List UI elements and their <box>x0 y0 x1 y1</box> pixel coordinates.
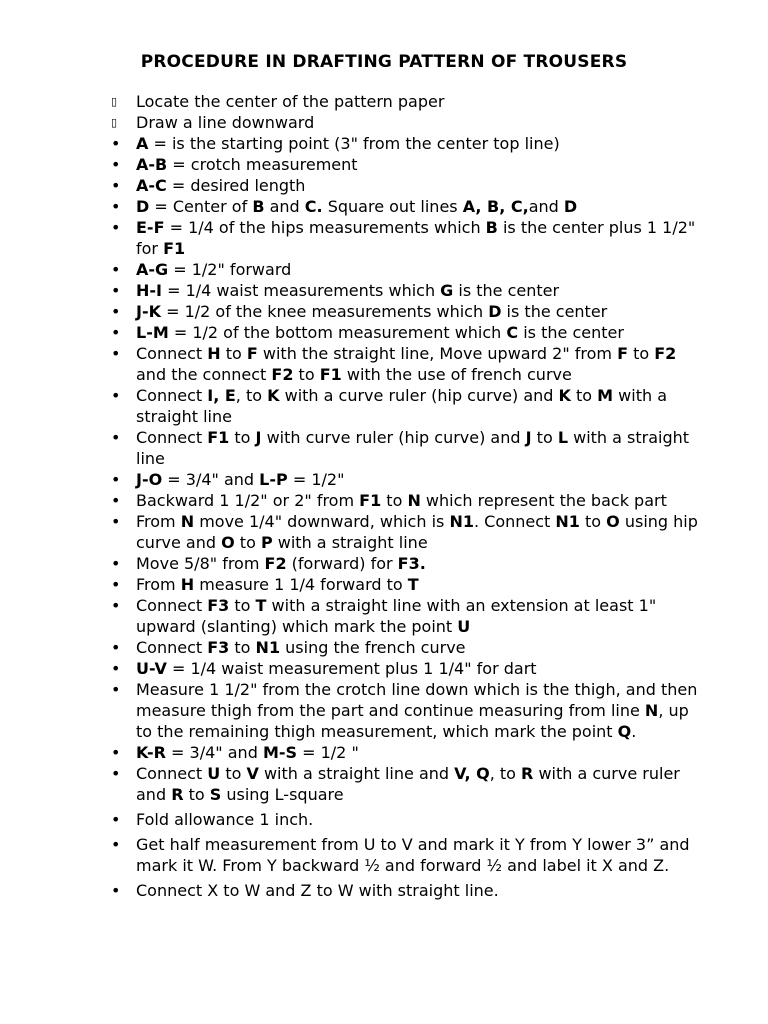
step-label-bold: E-F <box>136 218 165 237</box>
list-item <box>0 511 768 553</box>
dot-bullet-icon: • <box>111 155 121 174</box>
step-text: Connect X to W and Z to W with straight line. <box>136 881 499 900</box>
step-text: Backward 1 1/2" or 2" from <box>136 491 360 510</box>
list-item <box>0 679 768 742</box>
step-label-bold: K-R <box>136 743 166 762</box>
procedure-steps-list <box>0 91 768 901</box>
list-item <box>0 469 768 490</box>
step-text: with a curve ruler and <box>136 764 680 804</box>
step-label-bold: M-S <box>262 743 298 762</box>
step-text: , to <box>489 764 522 783</box>
step-label-bold: M <box>597 386 614 405</box>
dot-bullet-icon: • <box>111 764 121 783</box>
list-item <box>0 427 768 469</box>
dot-bullet-icon: • <box>111 281 121 300</box>
step-label-bold: B <box>252 197 265 216</box>
step-text: to <box>628 344 655 363</box>
step-text: Connect <box>136 596 208 615</box>
step-text: to <box>220 764 247 783</box>
step-label-bold: I, E <box>207 386 236 405</box>
step-text: Get half measurement from U to V and mark it Y from Y lower 3” and mark it W. From Y backward ½ and forward ½ and label it X and Z. <box>136 835 690 875</box>
step-text: = 1/2 of the knee measurements which <box>161 302 489 321</box>
dot-bullet-icon: • <box>111 881 121 900</box>
step-text: = crotch measurement <box>167 155 358 174</box>
step-text: to <box>293 365 320 384</box>
step-text: Move 5/8" from <box>136 554 265 573</box>
dot-bullet-icon: • <box>111 491 121 510</box>
step-text: Connect <box>136 428 208 447</box>
step-text: and <box>528 197 564 216</box>
step-label-bold: F2 <box>271 365 294 384</box>
step-text: using L-square <box>221 785 344 804</box>
step-text: = 1/2 " <box>297 743 359 762</box>
list-item <box>0 809 768 830</box>
step-label-bold: N1 <box>449 512 474 531</box>
list-item <box>0 175 768 196</box>
step-label-bold: A-C <box>136 176 167 195</box>
step-label-bold: F1 <box>359 491 382 510</box>
step-label-bold: D <box>488 302 502 321</box>
dot-bullet-icon: • <box>111 638 121 657</box>
list-item <box>0 343 768 385</box>
step-label-bold: A-B <box>136 155 168 174</box>
step-label-bold: U <box>457 617 471 636</box>
step-text: = 3/4" and <box>162 470 260 489</box>
box-bullet-icon: ▯ <box>111 95 118 108</box>
list-item <box>0 217 768 259</box>
list-item <box>0 280 768 301</box>
step-text: with a straight line <box>272 533 428 552</box>
step-text: and <box>264 197 305 216</box>
dot-bullet-icon: • <box>111 323 121 342</box>
step-text: (forward) for <box>286 554 398 573</box>
step-text: Connect <box>136 764 208 783</box>
step-label-bold: P <box>260 533 273 552</box>
step-text: to <box>531 428 558 447</box>
step-text: , to <box>235 386 268 405</box>
dot-bullet-icon: • <box>111 743 121 762</box>
list-item <box>0 322 768 343</box>
box-bullet-icon: ▯ <box>111 116 118 129</box>
step-label-bold: G <box>440 281 454 300</box>
step-text: with a straight line <box>136 428 690 468</box>
step-label-bold: N1 <box>555 512 580 531</box>
step-text: Fold allowance 1 inch. <box>136 810 314 829</box>
step-text: measure 1 1/4 forward to <box>194 575 408 594</box>
step-text: = 1/4 waist measurement plus 1 1/4" for dart <box>166 659 537 678</box>
step-text: Draw a line downward <box>136 113 315 132</box>
dot-bullet-icon: • <box>111 512 121 531</box>
step-text: . <box>631 722 637 741</box>
list-item <box>0 112 768 133</box>
step-label-bold: O <box>606 512 620 531</box>
step-label-bold: V, Q <box>454 764 490 783</box>
dot-bullet-icon: • <box>111 680 121 699</box>
dot-bullet-icon: • <box>111 659 121 678</box>
step-text: to <box>229 596 256 615</box>
step-label-bold: O <box>221 533 235 552</box>
step-label-bold: J-O <box>136 470 163 489</box>
list-item <box>0 637 768 658</box>
step-label-bold: L <box>557 428 569 447</box>
list-item <box>0 834 768 876</box>
step-text: Connect <box>136 344 208 363</box>
step-label-bold: B <box>485 218 498 237</box>
step-text: = 1/2" <box>287 470 345 489</box>
step-text: is the center plus 1 1/2" for <box>136 218 696 258</box>
step-label-bold: F3 <box>207 638 230 657</box>
step-text: = is the starting point (3" from the center top line) <box>148 134 560 153</box>
step-text: = 1/2 of the bottom measurement which <box>168 323 507 342</box>
step-label-bold: R <box>521 764 534 783</box>
step-text: . Connect <box>473 512 556 531</box>
list-item <box>0 742 768 763</box>
list-item <box>0 91 768 112</box>
dot-bullet-icon: • <box>111 554 121 573</box>
step-label-bold: F3 <box>207 596 230 615</box>
list-item <box>0 154 768 175</box>
step-text: with a straight line with an extension at least 1" upward (slanting) which mark the point <box>136 596 657 636</box>
list-item <box>0 133 768 154</box>
step-label-bold: F <box>246 344 258 363</box>
list-item <box>0 763 768 805</box>
step-label-bold: H-I <box>136 281 162 300</box>
step-label-bold: Q <box>617 722 632 741</box>
step-text: Connect <box>136 386 208 405</box>
step-label-bold: N <box>180 512 195 531</box>
step-label-bold: L-M <box>136 323 169 342</box>
dot-bullet-icon: • <box>111 302 121 321</box>
dot-bullet-icon: • <box>111 197 121 216</box>
step-text: Connect <box>136 638 208 657</box>
list-item <box>0 595 768 637</box>
step-text: with a straight line <box>136 386 668 426</box>
step-label-bold: H <box>180 575 195 594</box>
step-text: with curve ruler (hip curve) and <box>261 428 526 447</box>
dot-bullet-icon: • <box>111 596 121 615</box>
step-text: to <box>229 428 256 447</box>
step-label-bold: A <box>136 134 149 153</box>
step-label-bold: K <box>558 386 571 405</box>
step-text: move 1/4" downward, which is <box>194 512 450 531</box>
step-label-bold: C. <box>304 197 323 216</box>
step-label-bold: A-G <box>136 260 169 279</box>
step-label-bold: F2 <box>264 554 287 573</box>
step-label-bold: N <box>644 701 659 720</box>
dot-bullet-icon: • <box>111 835 121 854</box>
step-label-bold: N <box>407 491 421 510</box>
step-label-bold: F <box>617 344 629 363</box>
document-title: PROCEDURE IN DRAFTING PATTERN OF TROUSERS <box>140 52 628 72</box>
step-text: to <box>234 533 261 552</box>
step-label-bold: J <box>525 428 532 447</box>
step-label-bold: A, B, C, <box>462 197 529 216</box>
step-text: = 3/4" and <box>165 743 263 762</box>
step-label-bold: T <box>255 596 267 615</box>
step-label-bold: J-K <box>136 302 161 321</box>
step-text: using the french curve <box>280 638 466 657</box>
step-text: which represent the back part <box>420 491 667 510</box>
step-text: with a straight line and <box>258 764 455 783</box>
list-item <box>0 553 768 574</box>
step-text: using hip curve and <box>136 512 698 552</box>
dot-bullet-icon: • <box>111 260 121 279</box>
step-text: Locate the center of the pattern paper <box>136 92 445 111</box>
dot-bullet-icon: • <box>111 218 121 237</box>
step-label-bold: D <box>136 197 150 216</box>
dot-bullet-icon: • <box>111 810 121 829</box>
dot-bullet-icon: • <box>111 344 121 363</box>
step-text: = Center of <box>149 197 253 216</box>
step-text: to <box>183 785 210 804</box>
step-text: = desired length <box>166 176 306 195</box>
dot-bullet-icon: • <box>111 134 121 153</box>
step-label-bold: F3. <box>397 554 426 573</box>
step-label-bold: H <box>207 344 221 363</box>
list-item <box>0 658 768 679</box>
step-text: with a curve ruler (hip curve) and <box>279 386 559 405</box>
step-text: = 1/2" forward <box>168 260 292 279</box>
step-text: to <box>579 512 607 531</box>
step-text: to <box>570 386 598 405</box>
step-text: to <box>220 344 247 363</box>
step-text: Square out lines <box>322 197 463 216</box>
dot-bullet-icon: • <box>111 386 121 405</box>
list-item <box>0 259 768 280</box>
step-label-bold: U <box>207 764 221 783</box>
step-label-bold: T <box>407 575 419 594</box>
list-item <box>0 490 768 511</box>
step-label-bold: L-P <box>259 470 288 489</box>
step-text: with the use of french curve <box>341 365 572 384</box>
step-label-bold: U-V <box>136 659 167 678</box>
step-text: to <box>229 638 256 657</box>
step-text: From <box>136 575 181 594</box>
step-text: , up to the remaining thigh measurement, which mark the point <box>136 701 689 741</box>
step-label-bold: D <box>563 197 578 216</box>
list-item <box>0 385 768 427</box>
step-text: From <box>136 512 181 531</box>
list-item <box>0 196 768 217</box>
step-text: is the center <box>518 323 624 342</box>
step-label-bold: K <box>267 386 280 405</box>
step-label-bold: S <box>209 785 222 804</box>
step-label-bold: N1 <box>255 638 281 657</box>
dot-bullet-icon: • <box>111 575 121 594</box>
dot-bullet-icon: • <box>111 470 121 489</box>
step-label-bold: F1 <box>319 365 342 384</box>
list-item <box>0 301 768 322</box>
list-item <box>0 880 768 901</box>
step-label-bold: F1 <box>163 239 186 258</box>
step-text: is the center <box>501 302 608 321</box>
step-text: to <box>381 491 408 510</box>
dot-bullet-icon: • <box>111 176 121 195</box>
step-text: and the connect <box>136 365 272 384</box>
step-text: = 1/4 of the hips measurements which <box>164 218 486 237</box>
step-label-bold: J <box>255 428 262 447</box>
step-label-bold: F2 <box>654 344 677 363</box>
list-item <box>0 574 768 595</box>
step-text: = 1/4 waist measurements which <box>161 281 441 300</box>
dot-bullet-icon: • <box>111 428 121 447</box>
step-label-bold: C <box>506 323 519 342</box>
step-text: with the straight line, Move upward 2" from <box>257 344 618 363</box>
step-label-bold: F1 <box>207 428 230 447</box>
step-label-bold: R <box>171 785 184 804</box>
step-text: is the center <box>453 281 560 300</box>
step-text: Measure 1 1/2" from the crotch line down which is the thigh, and then measure thigh from the part and continue measuring from line <box>136 680 698 720</box>
step-label-bold: V <box>246 764 259 783</box>
